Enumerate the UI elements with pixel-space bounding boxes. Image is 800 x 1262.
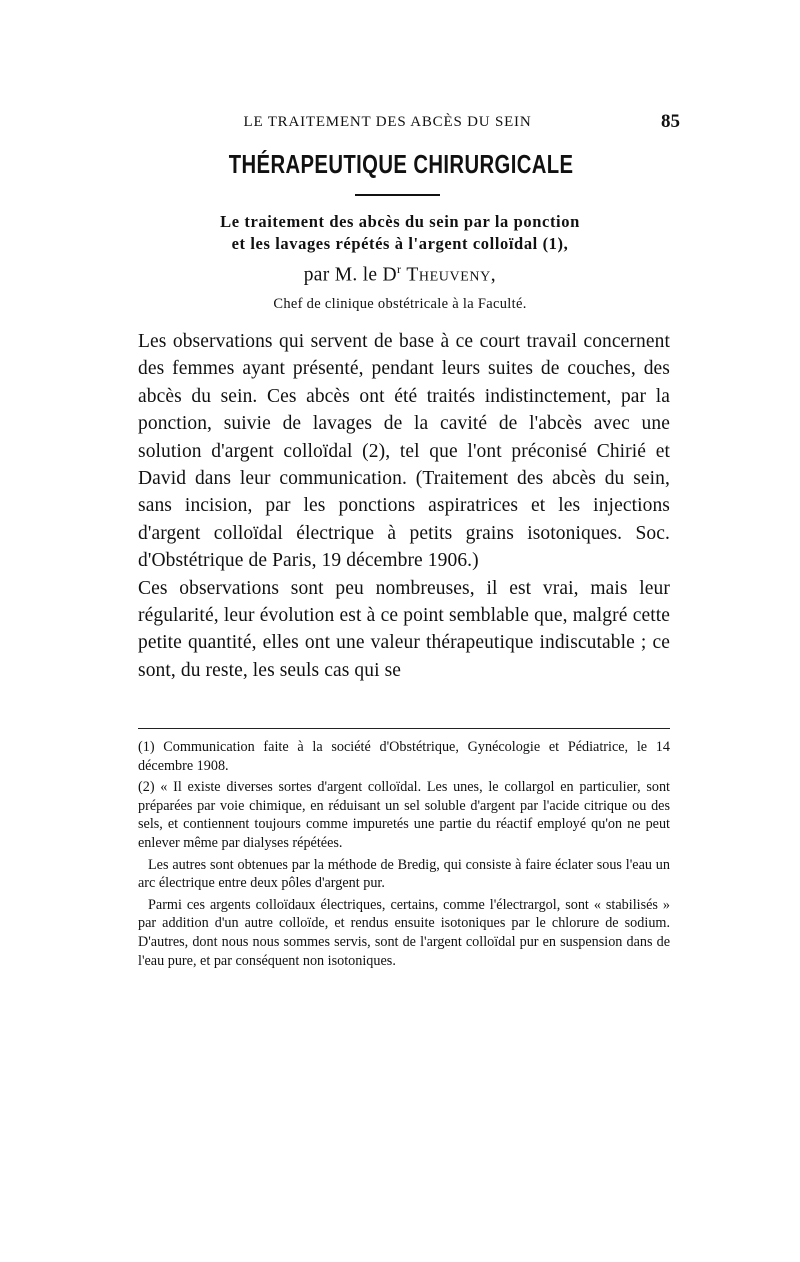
- section-title: THÉRAPEUTIQUE CHIRURGICALE: [228, 149, 574, 179]
- footnotes: [138, 738, 670, 973]
- author-affiliation: Chef de clinique obstétricale à la Faculté.: [273, 296, 527, 312]
- title-rule: [355, 194, 440, 196]
- byline-superscript: r: [396, 262, 402, 276]
- page-number: 85: [661, 111, 680, 132]
- footnote-2-part-3: Parmi ces argents colloïdaux électriques, certains, comme l'électrargol, sont « stabilisés » par addition d'un autre colloïde, et rendus ensuite isotoniques par le chlorure de sodium. D'autres, dont nous nous sommes servis, sont de l'argent colloïdal pur en suspension dans de l'eau pure, et par conséquent non isotoniques.: [138, 896, 670, 969]
- byline: [130, 262, 670, 287]
- byline-prefix: par M. le D: [303, 264, 397, 286]
- footnote-2-part-1: (2) « Il existe diverses sortes d'argent colloïdal. Les unes, le collargol en particulier, sont préparées par voie chimique, en réduisant un sel soluble d'argent par l'acide citrique ou des sels, et contiennent toujours comme impuretés une partie du réactif employé qu'on ne peut enlever même par dialyses répétées.: [138, 779, 670, 851]
- running-head-title: LE TRAITEMENT DES ABCÈS DU SEIN: [243, 114, 532, 130]
- body-paragraph-2: Ces observations sont peu nombreuses, il est vrai, mais leur régularité, leur évolution est à ce point semblable que, malgré cette petite quantité, elles ont une valeur thérapeutique indiscutable ; ce sont, du reste, les seuls cas qui se: [138, 577, 670, 681]
- footnote-1: (1) Communication faite à la société d'Obstétrique, Gynécologie et Pédiatrice, le 14 décembre 1908.: [138, 739, 670, 774]
- footnote-rule: [138, 728, 670, 729]
- body-text: [138, 328, 670, 684]
- article-title: [130, 211, 670, 255]
- footnote-2-part-2: Les autres sont obtenues par la méthode de Bredig, qui consiste à faire éclater sous l'eau un arc électrique entre deux pôles d'argent pur.: [138, 856, 670, 892]
- running-head: [135, 111, 680, 140]
- author-name: Theuveny,: [406, 264, 497, 286]
- article-title-line-1: Le traitement des abcès du sein par la ponction: [220, 212, 580, 231]
- article-title-line-2: et les lavages répétés à l'argent colloïdal (1),: [231, 234, 569, 253]
- body-paragraph-1: Les observations qui servent de base à ce court travail concernent des femmes ayant présenté, pendant leurs suites de couches, des abcès du sein. Ces abcès ont été traités indistinctement, par la ponction, suivie de lavages de la cavité de l'abcès avec une solution d'argent colloïdal (2), tel que l'ont préconisé Chirié et David dans leur communication. (Traitement des abcès du sein, sans incision, par les ponctions aspiratrices et les injections d'argent colloïdal électrique à petits grains isotoniques. Soc. d'Obstétrique de Paris, 19 décembre 1906.): [138, 331, 670, 572]
